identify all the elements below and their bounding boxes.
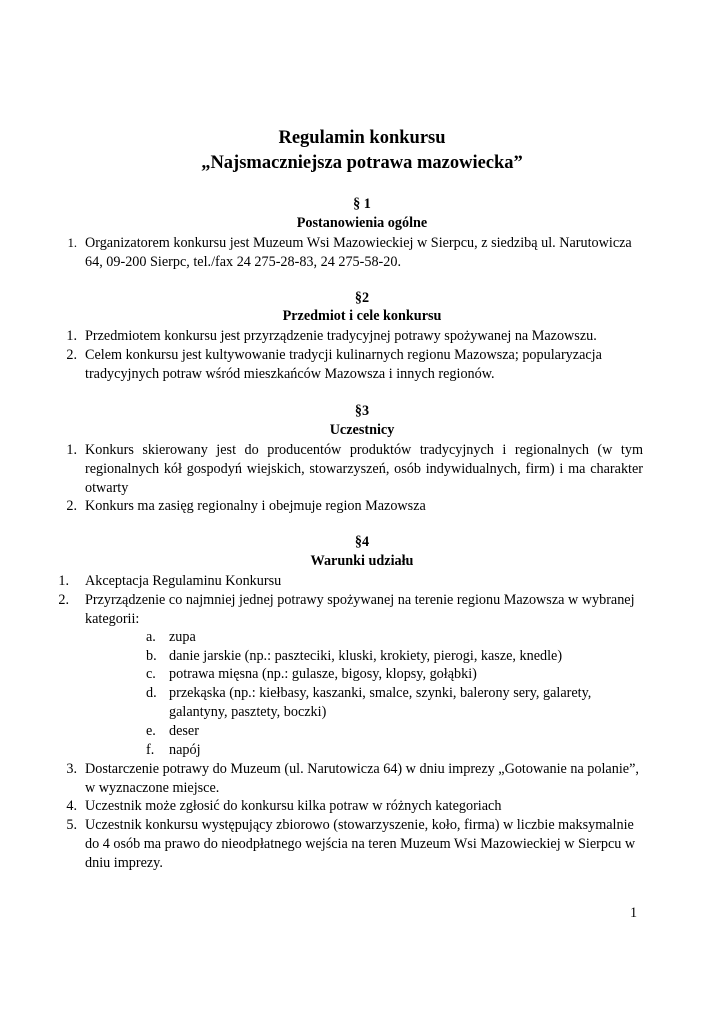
category-letter: a. bbox=[146, 629, 156, 645]
page-number: 1 bbox=[630, 905, 638, 921]
list-number: 3. bbox=[66, 761, 77, 777]
category-text: potrawa mięsna (np.: gulasze, bigosy, klopsy, gołąbki) bbox=[169, 666, 477, 682]
list-text: Konkurs ma zasięg regionalny i obejmuje region Mazowsza bbox=[85, 498, 426, 514]
section-heading: Uczestnicy bbox=[329, 422, 395, 438]
list-text: Akceptacja Regulaminu Konkursu bbox=[85, 573, 282, 589]
section-heading: Przedmiot i cele konkursu bbox=[282, 308, 442, 324]
category-letter: e. bbox=[146, 723, 156, 739]
list-number: 1. bbox=[67, 236, 77, 250]
section-mark: § 1 bbox=[353, 196, 371, 212]
list-text: Dostarczenie potrawy do Muzeum (ul. Narutowicza 64) w dniu imprezy „Gotowanie na polanie”, w wyznaczone miejsce. bbox=[85, 761, 639, 796]
list-number: 1. bbox=[66, 442, 77, 458]
section-mark: §4 bbox=[354, 534, 370, 550]
list-text: Konkurs skierowany jest do producentów produktów tradycyjnych i regionalnych (w tym regionalnych kół gospodyń wiejskich, stowarzyszeń, osób indywidualnych, firm) i ma charakter otwarty bbox=[85, 442, 643, 496]
list-number: 1. bbox=[66, 328, 77, 344]
list-text: Przedmiotem konkursu jest przyrządzenie tradycyjnej potrawy spożywanej na Mazowszu. bbox=[85, 328, 597, 344]
section-heading: Warunki udziału bbox=[310, 553, 414, 569]
list-text: Uczestnik może zgłosić do konkursu kilka potraw w różnych kategoriach bbox=[85, 798, 502, 814]
section-heading: Postanowienia ogólne bbox=[296, 215, 428, 231]
category-text: przekąska (np.: kiełbasy, kaszanki, smalce, szynki, balerony sery, galarety, galantyny, pasztety, boczki) bbox=[169, 685, 592, 720]
category-letter: c. bbox=[146, 666, 156, 682]
list-text: Celem konkursu jest kultywowanie tradycji kulinarnych regionu Mazowsza; popularyzacja tradycyjnych potraw wśród mieszkańców Mazowsza i innych regionów. bbox=[85, 347, 602, 382]
list-text: Przyrządzenie co najmniej jednej potrawy spożywanej na terenie regionu Mazowsza w wybranej kategorii: bbox=[85, 592, 635, 627]
list-text: Organizatorem konkursu jest Muzeum Wsi Mazowieckiej w Sierpcu, z siedzibą ul. Narutowicza 64, 09-200 Sierpc, tel./fax 24 275-28-83, 24 275-58-20. bbox=[85, 235, 632, 270]
category-letter: b. bbox=[146, 648, 157, 664]
document-subtitle: „Najsmaczniejsza potrawa mazowiecka” bbox=[201, 153, 523, 173]
list-number: 2. bbox=[66, 498, 77, 514]
category-text: deser bbox=[169, 723, 199, 739]
list-number: 2. bbox=[58, 592, 69, 608]
category-text: napój bbox=[169, 742, 201, 758]
list-number: 5. bbox=[66, 817, 77, 833]
document-title: Regulamin konkursu bbox=[278, 128, 446, 148]
list-number: 1. bbox=[58, 573, 69, 589]
list-number: 2. bbox=[66, 347, 77, 363]
list-number: 4. bbox=[66, 798, 77, 814]
section-mark: §2 bbox=[354, 290, 370, 306]
section-mark: §3 bbox=[354, 403, 370, 419]
category-text: zupa bbox=[169, 629, 196, 645]
category-letter: d. bbox=[146, 685, 157, 701]
category-text: danie jarskie (np.: paszteciki, kluski, krokiety, pierogi, kasze, knedle) bbox=[169, 648, 563, 664]
list-text: Uczestnik konkursu występujący zbiorowo (stowarzyszenie, koło, firma) w liczbie maksymalnie do 4 osób ma prawo do nieodpłatnego wejścia na teren Muzeum Wsi Mazowieckiej w Sierpcu w dniu imprezy. bbox=[85, 817, 636, 871]
category-letter: f. bbox=[146, 742, 155, 758]
